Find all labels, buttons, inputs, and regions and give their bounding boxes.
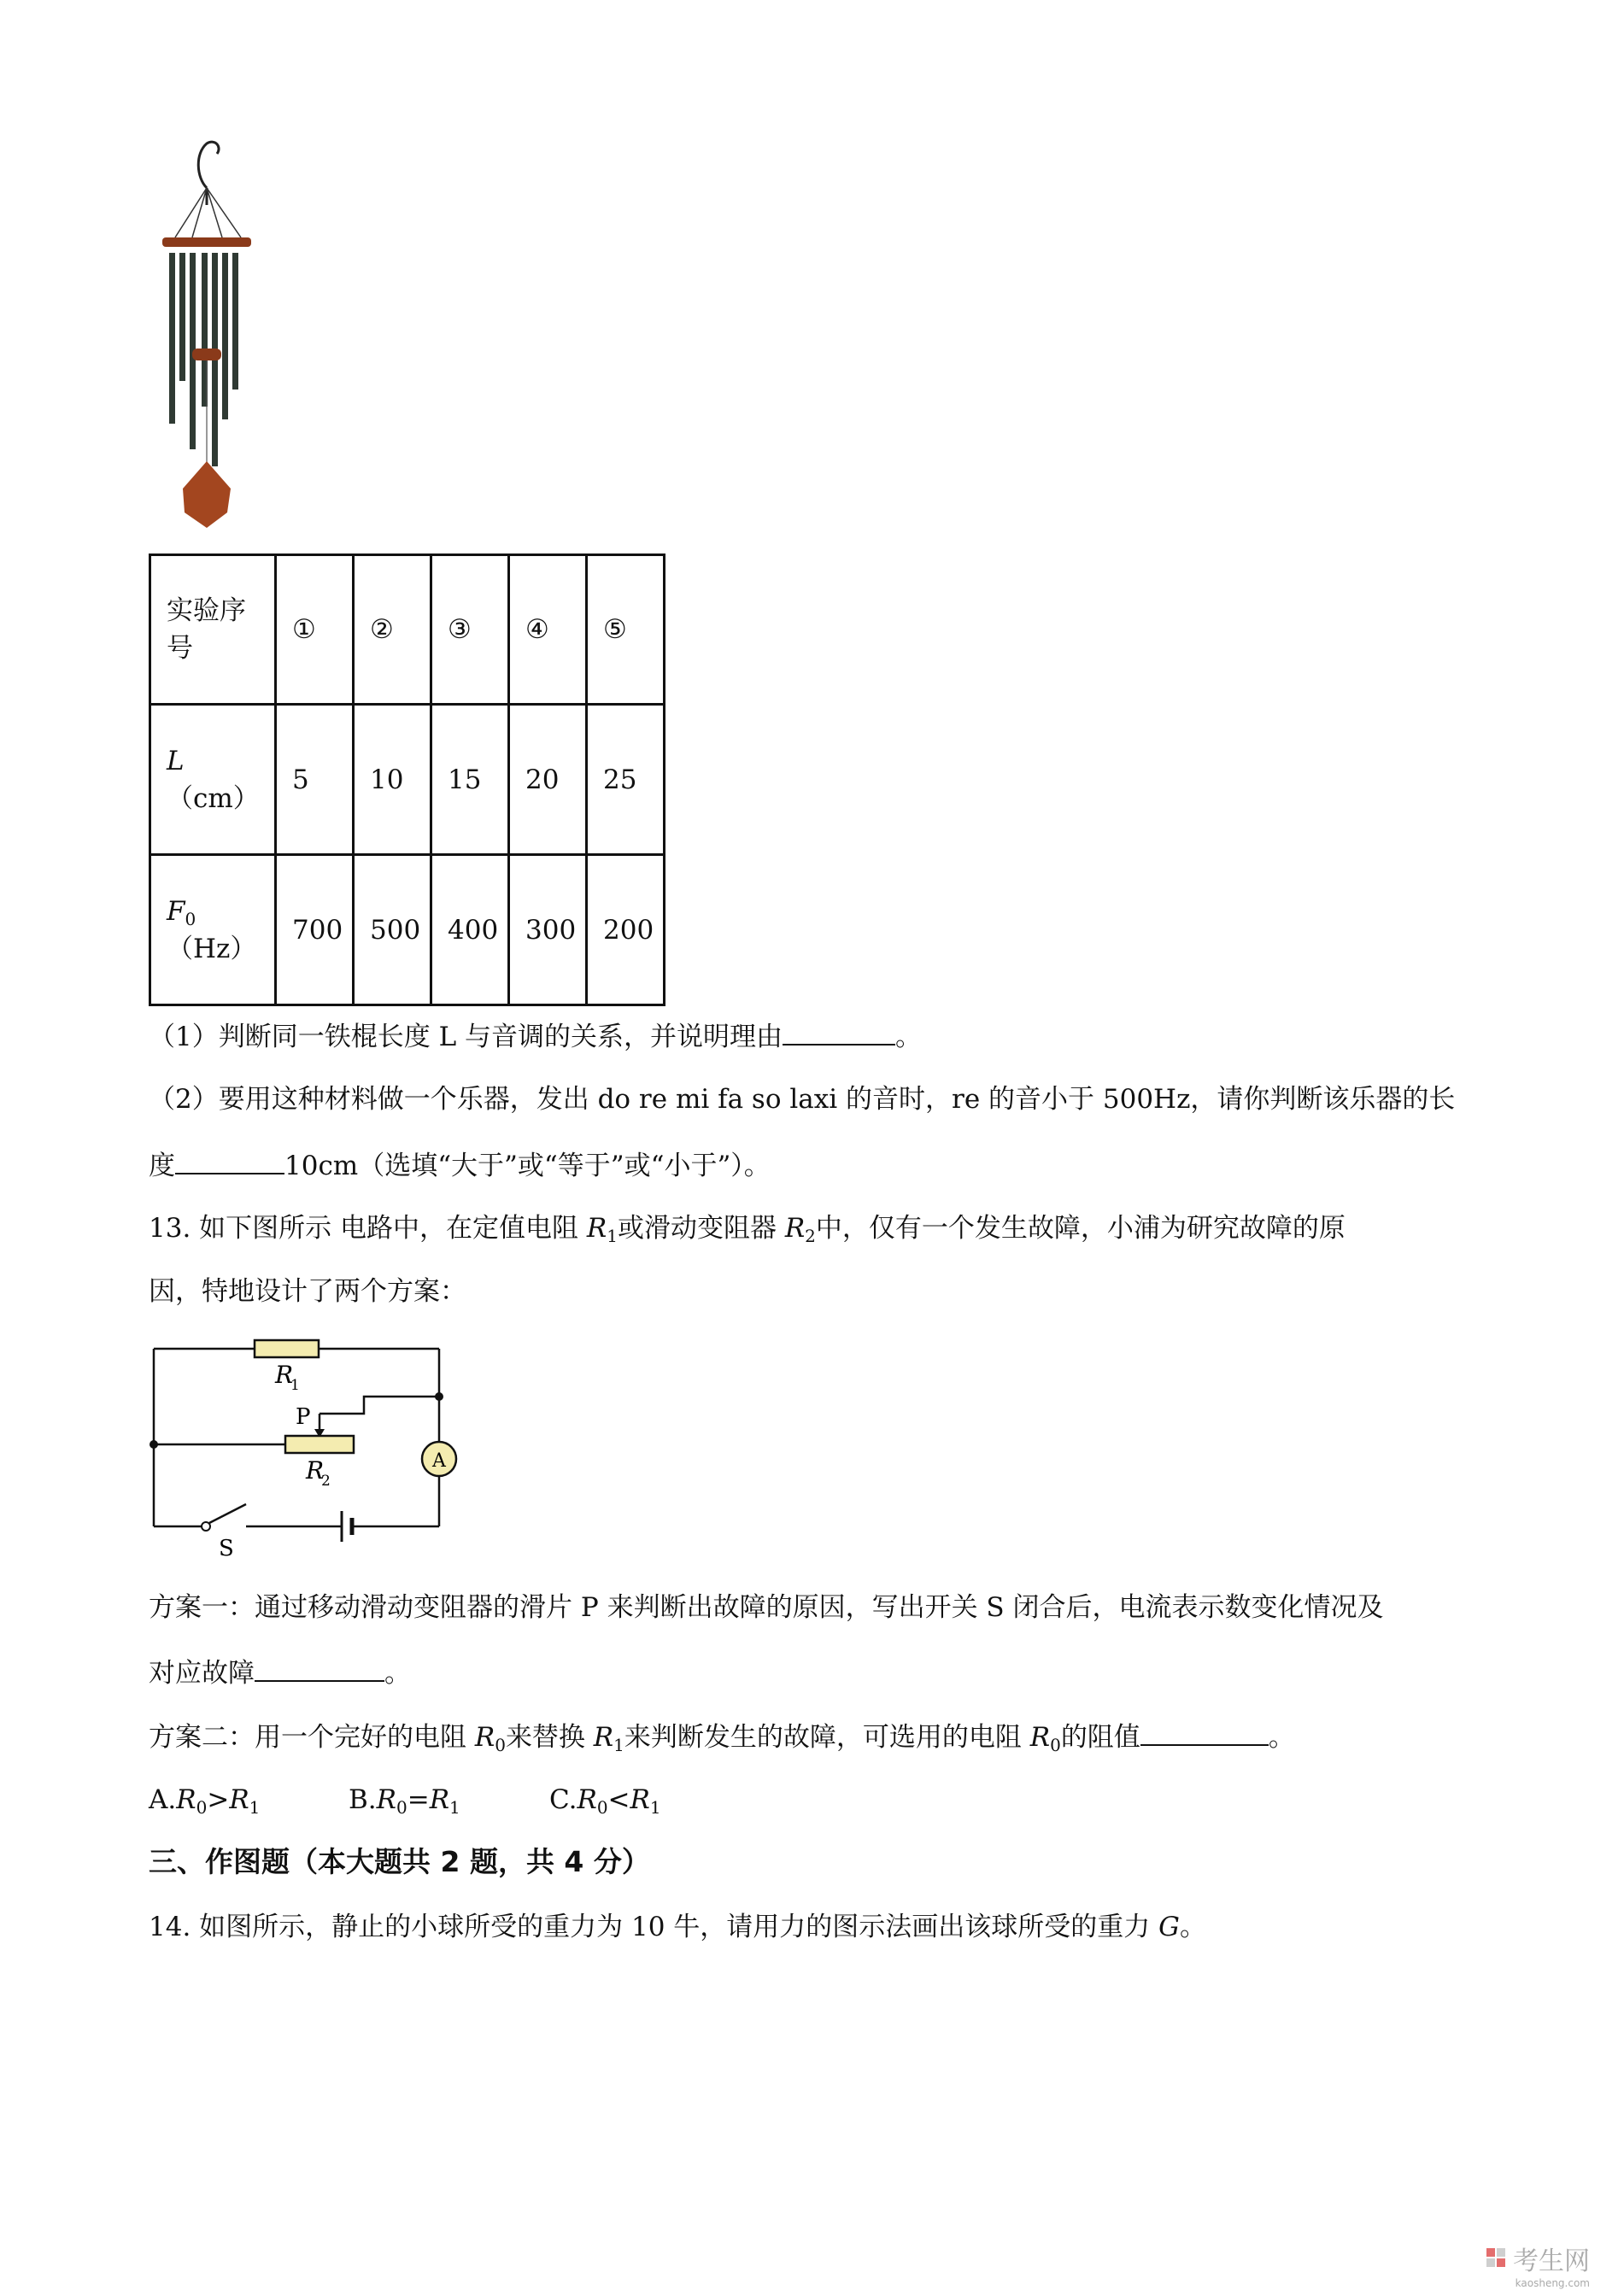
table-row-frequency [150, 855, 665, 1005]
resistor-r1 [255, 1340, 319, 1357]
r2-sub-label: 2 [321, 1473, 331, 1490]
option-letter: A. [149, 1784, 177, 1815]
circuit-diagram [145, 1328, 470, 1563]
table-header-row [150, 555, 665, 705]
r1-sub-label: 1 [290, 1377, 300, 1394]
plan2-end: 。 [1268, 1722, 1295, 1753]
frequency-unit: （Hz） [167, 933, 257, 964]
table-cell: 200 [587, 855, 665, 1005]
r-sub: 0 [495, 1735, 506, 1755]
r1-label: R [275, 1361, 294, 1389]
table-header-cell: ④ [509, 555, 587, 705]
r-symbol: R [593, 1722, 614, 1753]
q13-line1 [149, 1211, 1346, 1245]
watermark-en: kaosheng.com [1515, 2277, 1590, 2289]
plan2-line [149, 1719, 1295, 1754]
header-label-line2: 号 [167, 633, 193, 664]
section3-title: 三、作图题（本大题共 2 题，共 4 分） [149, 1845, 650, 1878]
frequency-sub: 0 [185, 908, 196, 929]
answer-blank[interactable] [175, 1147, 284, 1174]
r-symbol: R [784, 1213, 806, 1244]
junction-node [435, 1392, 443, 1401]
q12-part2-start: 度 [149, 1151, 175, 1181]
plan2-text-d: 的阻值 [1060, 1722, 1140, 1753]
length-unit: （cm） [167, 782, 260, 814]
row-label-length [150, 705, 276, 855]
r-symbol: R [229, 1784, 249, 1815]
row-label-frequency [150, 855, 276, 1005]
table-cell: 20 [509, 705, 587, 855]
option-letter: B. [349, 1784, 377, 1815]
table-cell: 15 [431, 705, 509, 855]
plan1-line1: 方案一：通过移动滑动变阻器的滑片 P 来判断出故障的原因，写出开关 S 闭合后，电流表示数变化情况及 [149, 1592, 1384, 1623]
table-cell: 700 [276, 855, 354, 1005]
r-sub: 0 [596, 1797, 608, 1818]
watermark-logo-icon [1485, 2246, 1509, 2271]
watermark [1485, 2240, 1590, 2289]
wind-chime-image [154, 137, 265, 538]
r-sub: 0 [196, 1797, 208, 1818]
option-a[interactable] [149, 1783, 260, 1817]
r-sub: 1 [249, 1797, 261, 1818]
plan2-text-a: 方案二：用一个完好的电阻 [149, 1722, 475, 1753]
option-c[interactable] [549, 1783, 661, 1817]
option-relation: = [407, 1784, 430, 1815]
r-sub: 2 [805, 1226, 816, 1246]
q12-part1-text: （1）判断同一铁棍长度 L 与音调的关系，并说明理由 [149, 1022, 783, 1052]
q14-text: 14. 如图所示，静止的小球所受的重力为 10 牛，请用力的图示法画出该球所受的重力 [149, 1912, 1159, 1942]
q12-part1-end: 。 [895, 1022, 923, 1052]
table-header-cell: ② [354, 555, 431, 705]
q12-part1 [149, 1018, 922, 1054]
r-symbol: R [586, 1213, 607, 1244]
plan2-text-b: 来替换 [505, 1722, 594, 1753]
q13-text-c: 中，仅有一个发生故障，小浦为研究故障的原 [815, 1213, 1346, 1244]
table-cell: 400 [431, 855, 509, 1005]
r-symbol: R [630, 1784, 650, 1815]
junction-node [150, 1440, 158, 1449]
r-sub: 0 [396, 1797, 407, 1818]
frequency-symbol: F [167, 895, 185, 927]
r-sub: 0 [1050, 1735, 1061, 1755]
plan1-end: 。 [384, 1658, 411, 1689]
answer-blank[interactable] [255, 1655, 384, 1682]
gravity-symbol: G [1158, 1912, 1180, 1942]
q13-line2: 因，特地设计了两个方案： [149, 1276, 466, 1307]
q12-part2-end: 10cm（选填“大于”或“等于”或“小于”）。 [284, 1151, 771, 1181]
q14-end: 。 [1179, 1912, 1206, 1942]
table-cell: 25 [587, 705, 665, 855]
q12-part2-line2 [149, 1147, 771, 1183]
r-sub: 1 [607, 1226, 618, 1246]
r-symbol: R [376, 1784, 396, 1815]
option-relation: > [207, 1784, 230, 1815]
switch-label: S [219, 1536, 234, 1561]
plan1-text: 对应故障 [149, 1658, 255, 1689]
r-sub: 1 [449, 1797, 460, 1818]
r-sub: 1 [649, 1797, 661, 1818]
slider-p-label: P [296, 1404, 311, 1430]
option-letter: C. [549, 1784, 577, 1815]
r-symbol: R [577, 1784, 597, 1815]
r-symbol: R [429, 1784, 450, 1815]
table-row-length [150, 705, 665, 855]
table-header-cell: ③ [431, 555, 509, 705]
watermark-cn: 考生网 [1513, 2246, 1590, 2276]
header-label-line1: 实验序 [167, 595, 246, 626]
option-b[interactable] [349, 1783, 460, 1817]
q13-text-b: 或滑动变阻器 [617, 1213, 785, 1244]
r-symbol: R [1029, 1722, 1051, 1753]
switch-contact [202, 1522, 210, 1531]
r-sub: 1 [613, 1735, 624, 1755]
length-symbol: L [167, 745, 185, 776]
q14-line [149, 1910, 1206, 1944]
resistor-r2 [285, 1436, 354, 1453]
experiment-table [149, 554, 665, 1006]
table-cell: 10 [354, 705, 431, 855]
table-header-cell: ① [276, 555, 354, 705]
answer-blank[interactable] [1140, 1719, 1269, 1746]
r2-label: R [306, 1456, 325, 1485]
table-header-label [150, 555, 276, 705]
table-cell: 5 [276, 705, 354, 855]
q12-part2-line1: （2）要用这种材料做一个乐器，发出 do re mi fa so laxi 的音时，re 的音小于 500Hz，请你判断该乐器的长 [149, 1084, 1456, 1115]
table-cell: 500 [354, 855, 431, 1005]
plan1-line2 [149, 1655, 411, 1690]
plan2-text-c: 来判断发生的故障，可选用的电阻 [624, 1722, 1030, 1753]
option-relation: < [607, 1784, 630, 1815]
ammeter-label: A [432, 1450, 446, 1472]
r-symbol: R [176, 1784, 196, 1815]
q13-text-a: 13. 如下图所示 电路中，在定值电阻 [149, 1213, 587, 1244]
table-cell: 300 [509, 855, 587, 1005]
table-header-cell: ⑤ [587, 555, 665, 705]
answer-blank[interactable] [783, 1018, 895, 1046]
r-symbol: R [474, 1722, 495, 1753]
